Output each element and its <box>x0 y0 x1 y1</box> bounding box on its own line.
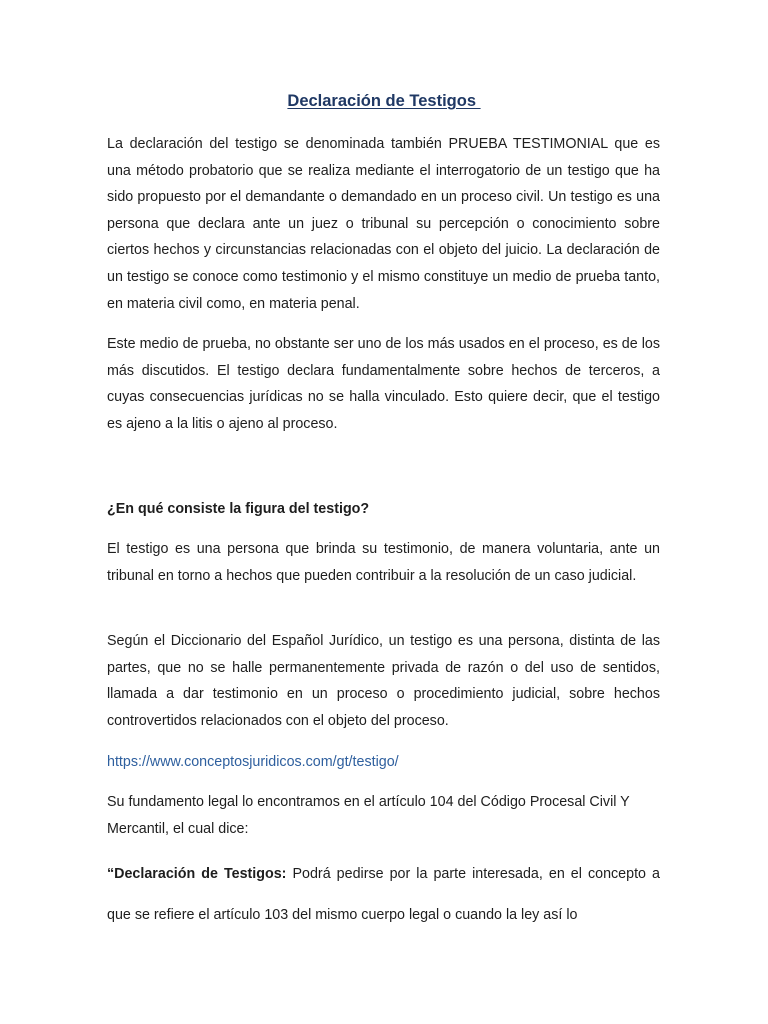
paragraph-discussion: Este medio de prueba, no obstante ser uno de los más usados en el proceso, es de los más discutidos. El testigo declara fundamentalmente sobre hechos de terceros, a cuyas consecuencias jurídicas no se halla vinculado. Esto quiere decir, que el testigo es ajeno a la litis o ajeno al proceso. <box>107 336 660 432</box>
paragraph-legal-basis: Su fundamento legal lo encontramos en el artículo 104 del Código Procesal Civil Y Mercantil, el cual dice: <box>107 794 630 837</box>
paragraph-quote <box>107 854 660 936</box>
paragraph-witness-role: El testigo es una persona que brinda su testimonio, de manera voluntaria, ante un tribunal en torno a hechos que pueden contribuir a la resolución de un caso judicial. <box>107 541 660 584</box>
quote-text: Podrá pedirse por la parte interesada, en el concepto a que se refiere el artículo 103 del mismo cuerpo legal o cuando la ley así lo <box>107 866 660 923</box>
source-link[interactable]: https://www.conceptosjuridicos.com/gt/testigo/ <box>107 754 399 770</box>
paragraph-dictionary-definition: Según el Diccionario del Español Jurídico, un testigo es una persona, distinta de las partes, que no se halle permanentemente privada de razón o del uso de sentidos, llamada a dar testimonio en un proceso o procedimiento judicial, sobre hechos controvertidos relacionados con el objeto del proceso. <box>107 633 660 729</box>
quote-heading: “Declaración de Testigos: <box>107 866 287 882</box>
page-title: Declaración de Testigos <box>287 92 481 110</box>
section-heading: ¿En qué consiste la figura del testigo? <box>107 501 370 517</box>
paragraph-definition: La declaración del testigo se denominada también PRUEBA TESTIMONIAL que es una método probatorio que se realiza mediante el interrogatorio de un testigo que ha sido propuesto por el demandante o demandado en un proceso civil. Un testigo es una persona que declara ante un juez o tribunal su percepción o conocimiento sobre ciertos hechos y circunstancias relacionadas con el objeto del juicio. La declaración de un testigo se conoce como testimonio y el mismo constituye un medio de prueba tanto, en materia civil como, en materia penal. <box>107 136 660 312</box>
